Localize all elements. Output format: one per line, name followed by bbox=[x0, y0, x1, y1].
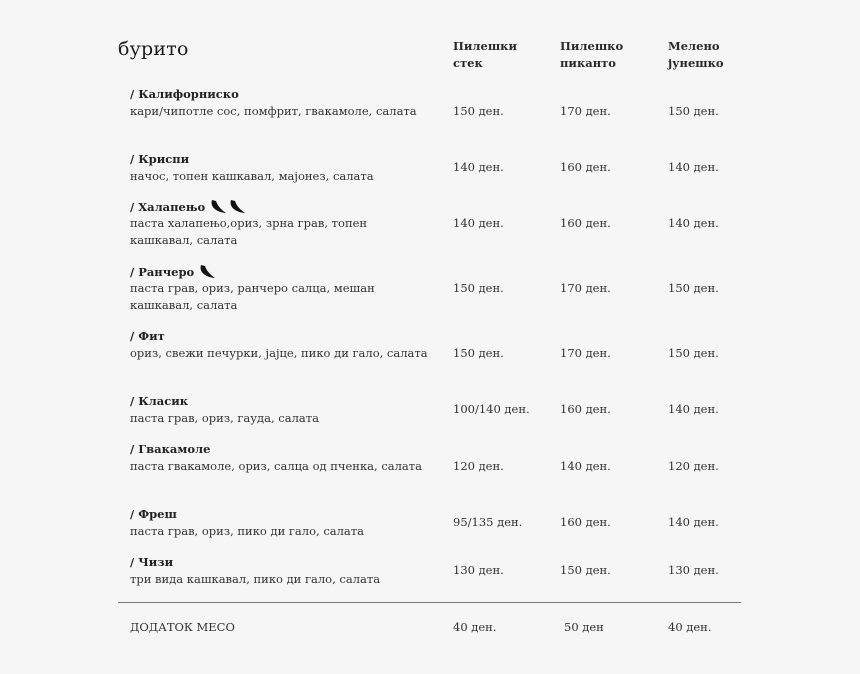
price-ground-beef: 150 ден. bbox=[668, 104, 719, 118]
item-description: паста гвакамоле, ориз, салца од пченка, салата bbox=[130, 459, 422, 473]
item-description: паста халапењо,ориз, зрна грав, топен кашкавал, салата bbox=[130, 216, 368, 247]
item-name: / Криспи bbox=[130, 152, 190, 166]
price-chicken-steak: 140 ден. bbox=[453, 160, 504, 174]
price-chicken-spicy: 160 ден. bbox=[560, 160, 611, 174]
price-ground-beef: 120 ден. bbox=[668, 459, 719, 473]
price-chicken-spicy: 160 ден. bbox=[560, 402, 611, 416]
item-description: начос, топен кашкавал, мајонез, салата bbox=[130, 169, 374, 183]
price-chicken-spicy: 170 ден. bbox=[560, 281, 611, 295]
item-name: / Халапењо bbox=[130, 198, 249, 216]
price-chicken-steak: 150 ден. bbox=[453, 346, 504, 360]
price-chicken-steak: 150 ден. bbox=[453, 104, 504, 118]
chili-pepper-icon bbox=[198, 263, 218, 279]
price-chicken-spicy: 170 ден. bbox=[560, 346, 611, 360]
price-chicken-spicy: 150 ден. bbox=[560, 563, 611, 577]
price-ground-beef: 140 ден. bbox=[668, 515, 719, 529]
price-ground-beef: 140 ден. bbox=[668, 402, 719, 416]
extra-price-ground-beef: 40 ден. bbox=[668, 620, 712, 634]
item-name: / Калифорниско bbox=[130, 87, 239, 101]
item-name: / Гвакамоле bbox=[130, 442, 211, 456]
price-chicken-spicy: 140 ден. bbox=[560, 459, 611, 473]
price-ground-beef: 140 ден. bbox=[668, 216, 719, 230]
price-chicken-spicy: 170 ден. bbox=[560, 104, 611, 118]
extra-price-chicken-steak: 40 ден. bbox=[453, 620, 497, 634]
column-header-ground-beef: Мелено јунешко bbox=[668, 39, 724, 70]
price-chicken-steak: 100/140 ден. bbox=[453, 402, 530, 416]
price-chicken-steak: 140 ден. bbox=[453, 216, 504, 230]
item-name: / Фит bbox=[130, 329, 165, 343]
price-chicken-spicy: 160 ден. bbox=[560, 515, 611, 529]
item-name: / Класик bbox=[130, 394, 189, 408]
item-description: три вида кашкавал, пико ди гало, салата bbox=[130, 572, 381, 586]
item-name: / Фреш bbox=[130, 507, 177, 521]
price-ground-beef: 150 ден. bbox=[668, 346, 719, 360]
menu-title: бурито bbox=[118, 38, 189, 60]
divider bbox=[118, 602, 741, 603]
price-chicken-steak: 95/135 ден. bbox=[453, 515, 523, 529]
price-chicken-steak: 120 ден. bbox=[453, 459, 504, 473]
price-chicken-spicy: 160 ден. bbox=[560, 216, 611, 230]
price-chicken-steak: 150 ден. bbox=[453, 281, 504, 295]
column-header-chicken-spicy: Пилешко пиканто bbox=[560, 39, 624, 70]
extra-meat-label: ДОДАТОК МЕСО bbox=[130, 620, 235, 634]
item-description: паста грав, ориз, ранчеро салца, мешан кашкавал, салата bbox=[130, 281, 375, 312]
column-header-chicken-steak: Пилешки стек bbox=[453, 39, 518, 70]
price-chicken-steak: 130 ден. bbox=[453, 563, 504, 577]
price-ground-beef: 150 ден. bbox=[668, 281, 719, 295]
price-ground-beef: 140 ден. bbox=[668, 160, 719, 174]
item-description: ориз, свежи печурки, јајце, пико ди гало, салата bbox=[130, 346, 428, 360]
item-description: кари/чипотле сос, помфрит, гвакамоле, салата bbox=[130, 104, 417, 118]
price-ground-beef: 130 ден. bbox=[668, 563, 719, 577]
item-name: / Чизи bbox=[130, 555, 174, 569]
item-name: / Ранчеро bbox=[130, 263, 218, 281]
chili-pepper-icon bbox=[209, 198, 249, 214]
extra-price-chicken-spicy: 50 ден bbox=[564, 620, 604, 634]
item-description: паста грав, ориз, пико ди гало, салата bbox=[130, 524, 364, 538]
item-description: паста грав, ориз, гауда, салата bbox=[130, 411, 319, 425]
